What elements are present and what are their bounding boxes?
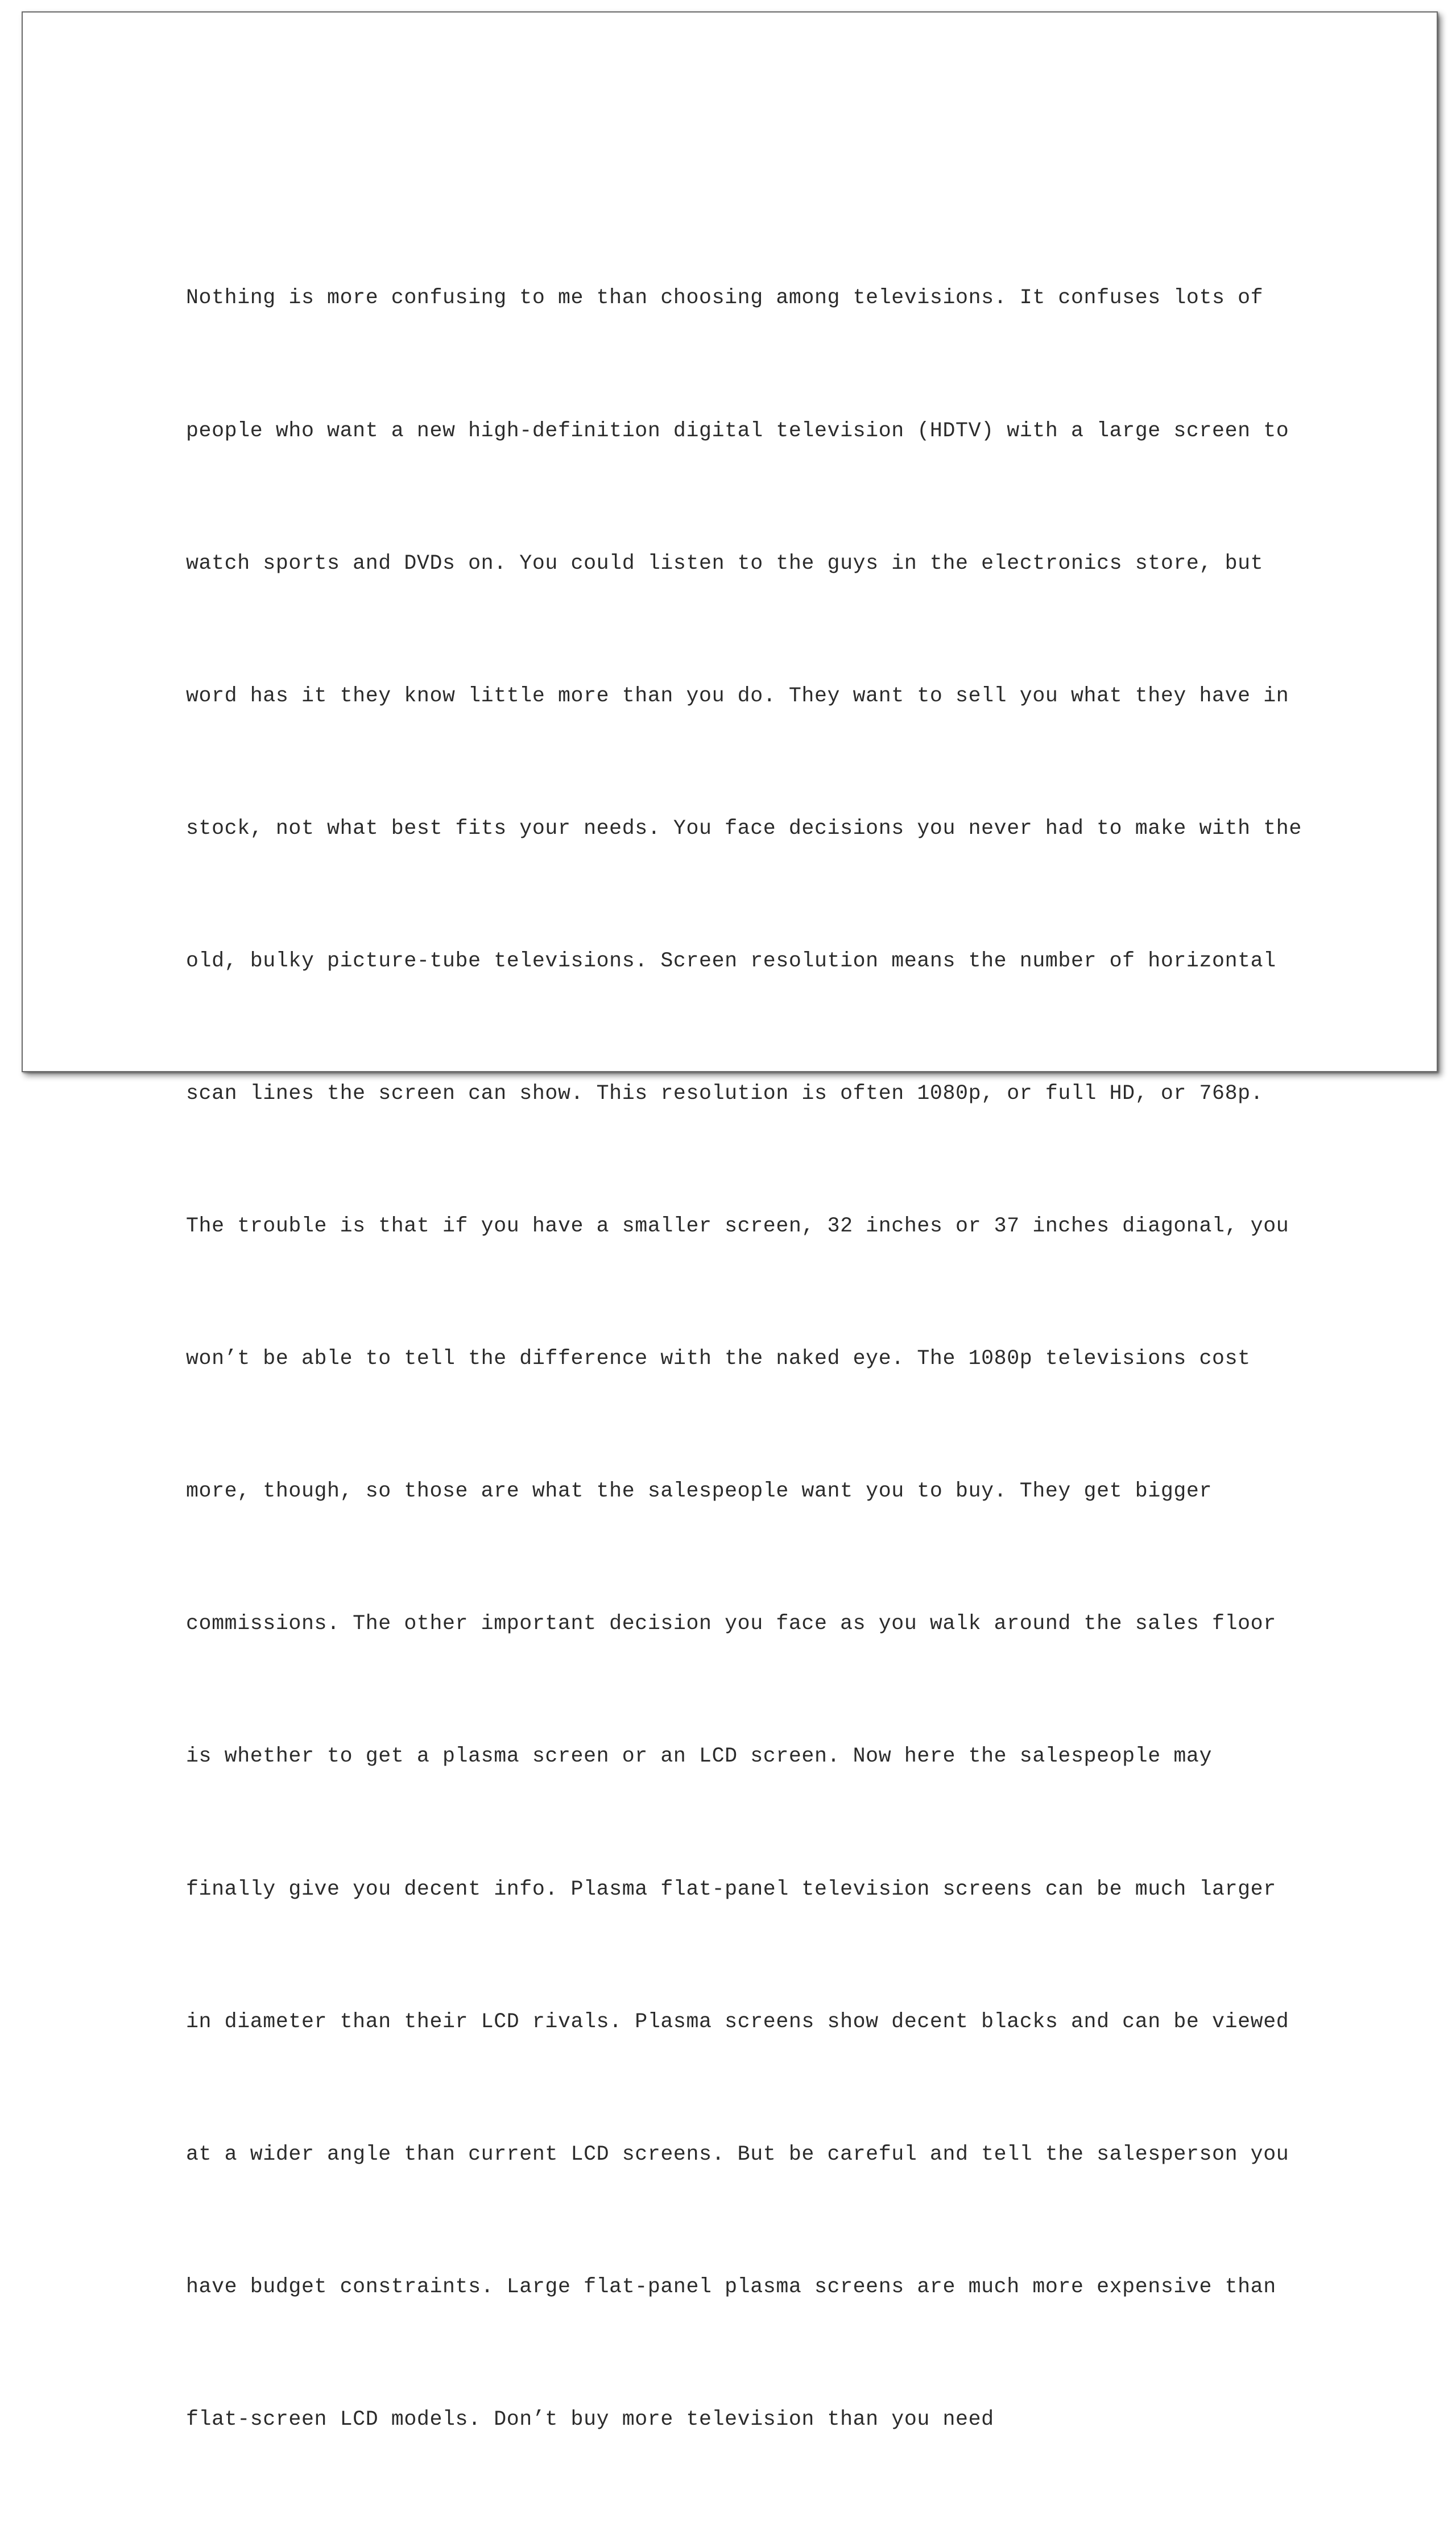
paragraph-line: scan lines the screen can show. This resolution is often 1080p, or full HD, or 768p. [186, 1081, 1264, 1105]
paragraph-line: people who want a new high-definition digital television (HDTV) with a large screen to [186, 419, 1289, 443]
paragraph-line: stock, not what best fits your needs. You face decisions you never had to make with the [186, 816, 1302, 840]
body-paragraph [186, 188, 1312, 2530]
paragraph-line: word has it they know little more than you do. They want to sell you what they have in [186, 684, 1289, 708]
paragraph-line: won’t be able to tell the difference with the naked eye. The 1080p televisions cost [186, 1347, 1251, 1371]
paragraph-line: have budget constraints. Large flat-panel plasma screens are much more expensive than [186, 2275, 1276, 2299]
paragraph-line: commissions. The other important decision you face as you walk around the sales floor [186, 1612, 1276, 1636]
paragraph-line: in diameter than their LCD rivals. Plasma screens show decent blacks and can be viewed [186, 2010, 1289, 2033]
paragraph-line: Nothing is more confusing to me than choosing among televisions. It confuses lots of [186, 286, 1264, 310]
paragraph-line: flat-screen LCD models. Don’t buy more television than you need [186, 2407, 994, 2431]
paragraph-line: is whether to get a plasma screen or an LCD screen. Now here the salespeople may [186, 1744, 1213, 1768]
document-page [22, 11, 1438, 2431]
paragraph-line: watch sports and DVDs on. You could listen to the guys in the electronics store, but [186, 551, 1264, 575]
paragraph-line: at a wider angle than current LCD screens. But be careful and tell the salesperson you [186, 2142, 1289, 2166]
paragraph-line: The trouble is that if you have a smaller screen, 32 inches or 37 inches diagonal, you [186, 1214, 1289, 1238]
paragraph-line: old, bulky picture-tube televisions. Screen resolution means the number of horizontal [186, 949, 1276, 973]
paragraph-line: finally give you decent info. Plasma flat-panel television screens can be much larger [186, 1877, 1276, 1901]
paragraph-line: more, though, so those are what the salespeople want you to buy. They get bigger [186, 1479, 1213, 1503]
